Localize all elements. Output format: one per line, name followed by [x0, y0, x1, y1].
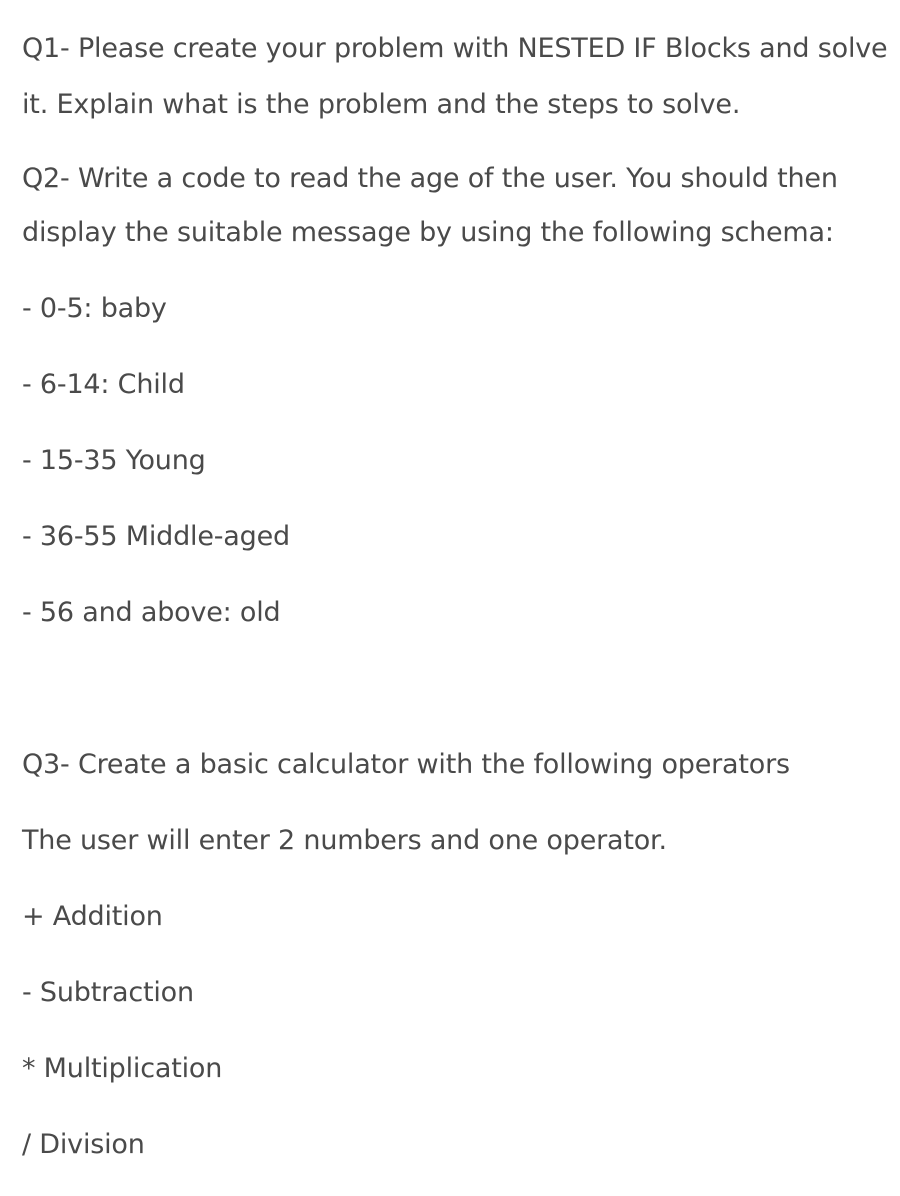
age-schema-item: - 6-14: Child [22, 369, 185, 400]
age-schema-item: - 36-55 Middle-aged [22, 521, 290, 552]
q3-text-line-2: The user will enter 2 numbers and one operator. [22, 825, 667, 856]
operator-item: / Division [22, 1129, 145, 1160]
q2-text-line-2: display the suitable message by using the following schema: [22, 217, 834, 248]
age-schema-item: - 0-5: baby [22, 293, 167, 324]
age-schema-item: - 56 and above: old [22, 597, 281, 628]
q1-text-line-2: it. Explain what is the problem and the steps to solve. [22, 89, 741, 120]
q1-text-line-1: Q1- Please create your problem with NESTED IF Blocks and solve [22, 33, 888, 64]
q3-text-line-1: Q3- Create a basic calculator with the following operators [22, 749, 790, 780]
operator-item: - Subtraction [22, 977, 194, 1008]
q2-text-line-1: Q2- Write a code to read the age of the user. You should then [22, 163, 838, 194]
age-schema-item: - 15-35 Young [22, 445, 206, 476]
operator-item: * Multiplication [22, 1053, 223, 1084]
operator-item: + Addition [22, 901, 163, 932]
